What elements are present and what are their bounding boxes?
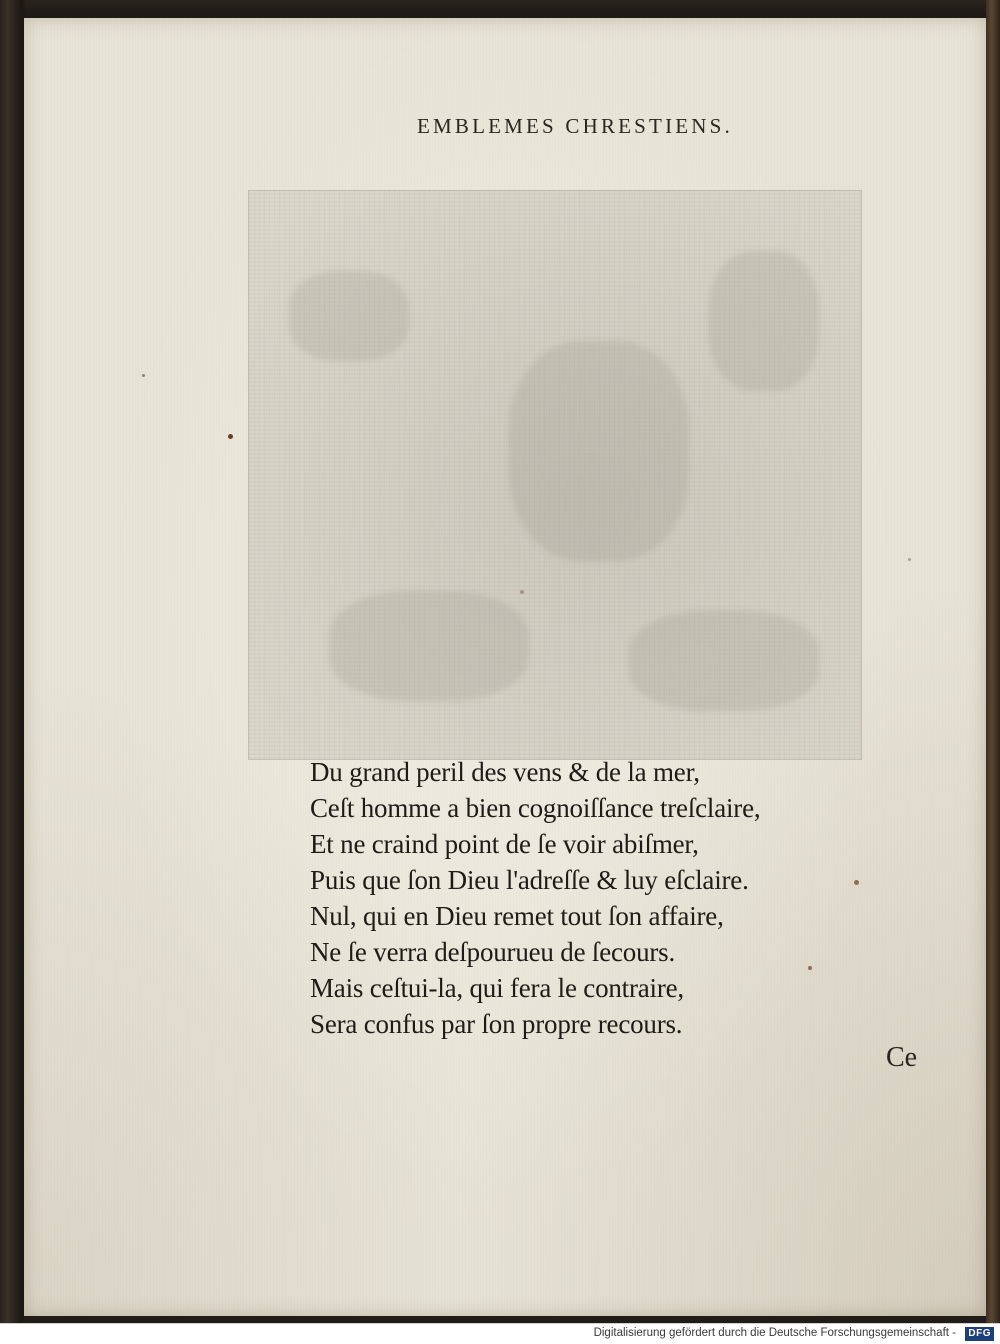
poem-line: Sera confus par ſon propre recours.	[310, 1009, 683, 1039]
emblem-poem	[310, 754, 870, 1042]
plate-ghost-shape	[629, 611, 819, 711]
foxing-spot	[908, 558, 911, 561]
book-fore-edge	[986, 0, 1000, 1344]
paper-page	[24, 18, 986, 1316]
poem-line: Du grand peril des vens & de la mer,	[310, 757, 700, 787]
poem-line: Puis que ſon Dieu l'adreſſe & luy eſclaire.	[310, 865, 749, 895]
dfg-logo: DFG	[965, 1327, 994, 1341]
plate-ghost-shape	[329, 591, 529, 701]
poem-line: Ne ſe verra deſpourueu de ſecours.	[310, 937, 676, 967]
catchword: Ce	[886, 1042, 918, 1073]
foxing-spot	[520, 590, 524, 594]
poem-line: Mais ceſtui-la, qui fera le contraire,	[310, 973, 684, 1003]
plate-ghost-shape	[509, 341, 689, 561]
running-title: EMBLEMES CHRESTIENS.	[416, 114, 734, 138]
plate-ghost-shape	[709, 251, 819, 391]
foxing-spot	[228, 434, 233, 439]
foxing-spot	[808, 966, 812, 970]
poem-line: Nul, qui en Dieu remet tout ſon affaire,	[310, 901, 724, 931]
digitization-footer	[0, 1323, 1000, 1344]
foxing-spot	[142, 374, 145, 377]
show-through-woodcut-plate	[248, 190, 862, 760]
funding-credit: Digitalisierung gefördert durch die Deutsche Forschungsgemeinschaft -	[593, 1327, 956, 1339]
plate-ghost-shape	[289, 271, 409, 361]
poem-line: Ceſt homme a bien cognoiſſance treſclaire,	[310, 793, 761, 823]
poem-line: Et ne craind point de ſe voir abiſmer,	[310, 829, 699, 859]
foxing-spot	[854, 880, 859, 885]
